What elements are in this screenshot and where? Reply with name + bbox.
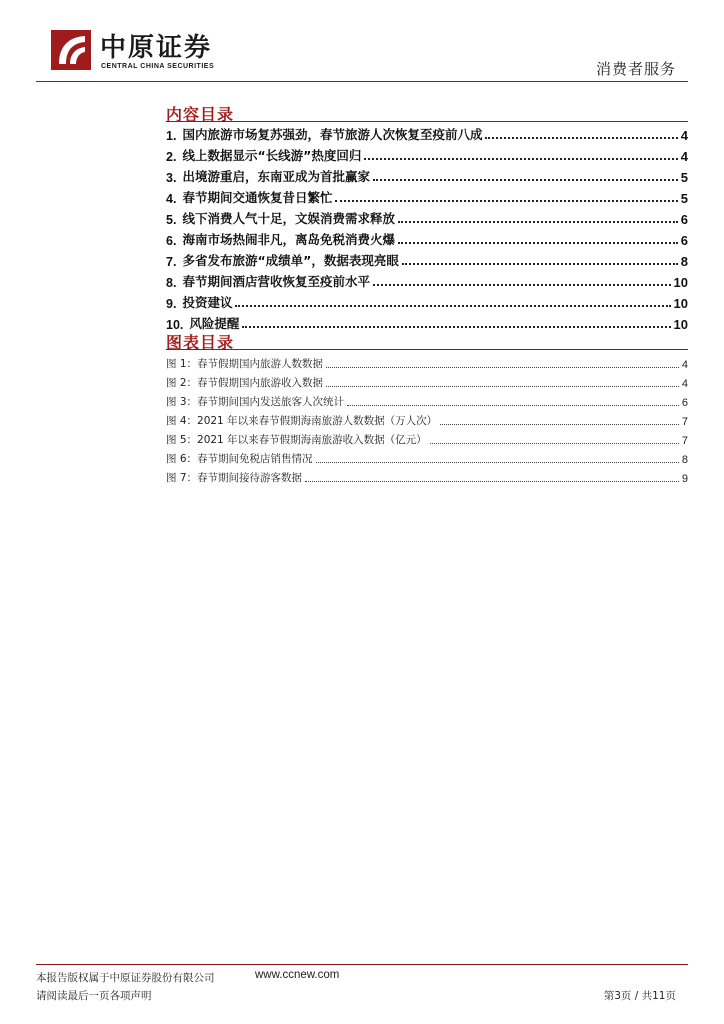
dot-leader (398, 242, 678, 244)
dot-leader (402, 263, 678, 265)
figure-item-page: 7 (681, 435, 688, 447)
dot-leader (242, 326, 670, 328)
toc-item-page: 4 (680, 128, 688, 143)
figure-list-item[interactable] (166, 467, 688, 485)
figure-item-label: 图 6：春节期间免税店销售情况 (166, 453, 313, 465)
figure-item-label: 图 4：2021 年以来春节假期海南旅游人数数据（万人次） (166, 415, 438, 427)
figure-item-label: 图 7：春节期间接待游客数据 (166, 472, 303, 484)
toc-item-number: 3. (166, 171, 177, 185)
copyright-notice: 本报告版权属于中原证券股份有限公司 (36, 972, 215, 984)
toc-item-label: 多省发布旅游“成绩单”，数据表现亮眼 (182, 253, 399, 268)
toc-title: 内容目录 (166, 105, 235, 124)
toc-item-page: 4 (680, 149, 688, 164)
toc-item-number: 4. (166, 192, 177, 206)
dot-leader (347, 405, 679, 406)
toc-item[interactable] (166, 207, 688, 227)
figure-item-label: 图 3：春节期间国内发送旅客人次统计 (166, 396, 345, 408)
toc-item-page: 10 (673, 275, 688, 290)
toc-item-number: 5. (166, 213, 177, 227)
toc-item-label: 春节期间酒店营收恢复至疫前水平 (182, 274, 370, 289)
footer-divider (36, 964, 688, 965)
figure-list-title: 图表目录 (166, 333, 235, 352)
dot-leader (440, 424, 679, 425)
toc-item-label: 春节期间交通恢复昔日繁忙 (182, 190, 333, 205)
toc-item-label: 线上数据显示“长线游”热度回归 (182, 148, 362, 163)
dot-leader (316, 462, 679, 463)
header-divider (36, 81, 688, 82)
toc-item-label: 出境游重启，东南亚成为首批赢家 (182, 169, 370, 184)
figure-list-item[interactable] (166, 353, 688, 371)
toc-item[interactable] (166, 186, 688, 206)
toc-item-label: 线下消费人气十足，文娱消费需求释放 (182, 211, 395, 226)
disclaimer-notice: 请阅读最后一页各项声明 (36, 990, 152, 1002)
toc-title-divider (166, 121, 688, 122)
toc-item-label: 投资建议 (182, 295, 233, 310)
toc-item-page: 5 (680, 191, 688, 206)
toc-item[interactable] (166, 144, 688, 164)
figure-item-label: 图 1：春节假期国内旅游人数数据 (166, 358, 324, 370)
figure-item-page: 9 (681, 473, 688, 485)
dot-leader (398, 221, 678, 223)
dot-leader (335, 200, 677, 202)
toc-item-number: 1. (166, 129, 177, 143)
toc-item-label: 国内旅游市场复苏强劲，春节旅游人次恢复至疫前八成 (182, 127, 483, 142)
dot-leader (485, 137, 677, 139)
dot-leader (235, 305, 670, 307)
toc-item-page: 10 (673, 296, 688, 311)
toc-item[interactable] (166, 312, 688, 332)
figure-list-item[interactable] (166, 429, 688, 447)
dot-leader (364, 158, 677, 160)
company-logo-icon (51, 30, 91, 70)
toc-item[interactable] (166, 249, 688, 269)
figure-list-item[interactable] (166, 391, 688, 409)
brand-name-en: CENTRAL CHINA SECURITIES (101, 63, 215, 70)
toc-item-number: 9. (166, 297, 177, 311)
figure-list-item[interactable] (166, 448, 688, 466)
figure-item-label: 图 2：春节假期国内旅游收入数据 (166, 377, 324, 389)
figure-list-item[interactable] (166, 372, 688, 390)
toc-item-page: 8 (680, 254, 688, 269)
dot-leader (326, 386, 679, 387)
toc-item-page: 10 (673, 317, 688, 332)
figure-item-label: 图 5：2021 年以来春节假期海南旅游收入数据（亿元） (166, 434, 427, 446)
page-number: 第3页 / 共11页 (603, 990, 676, 1002)
toc-item-number: 2. (166, 150, 177, 164)
toc-item[interactable] (166, 291, 688, 311)
toc-item-number: 6. (166, 234, 177, 248)
figure-item-page: 7 (681, 416, 688, 428)
figure-item-page: 6 (681, 397, 688, 409)
toc-item-page: 5 (680, 170, 688, 185)
toc-item[interactable] (166, 165, 688, 185)
website-link[interactable]: www.ccnew.com (255, 969, 340, 981)
figure-item-page: 4 (681, 378, 688, 390)
dot-leader (430, 443, 679, 444)
figure-list-item[interactable] (166, 410, 688, 428)
toc-item-label: 海南市场热闹非凡，离岛免税消费火爆 (182, 232, 395, 247)
figure-list-title-divider (166, 349, 688, 350)
toc-item[interactable] (166, 270, 688, 290)
toc-item[interactable] (166, 123, 688, 143)
toc-item[interactable] (166, 228, 688, 248)
dot-leader (373, 179, 678, 181)
dot-leader (326, 367, 679, 368)
report-section-label: 消费者服务 (595, 60, 676, 78)
toc-item-number: 10. (166, 318, 184, 332)
toc-item-number: 8. (166, 276, 177, 290)
brand-name-cn: 中原证券 (100, 33, 213, 63)
dot-leader (373, 284, 671, 286)
toc-item-page: 6 (680, 212, 688, 227)
dot-leader (305, 481, 679, 482)
figure-item-page: 4 (681, 359, 688, 371)
figure-item-page: 8 (681, 454, 688, 466)
toc-item-page: 6 (680, 233, 688, 248)
toc-item-number: 7. (166, 255, 177, 269)
toc-item-label: 风险提醒 (189, 316, 240, 331)
